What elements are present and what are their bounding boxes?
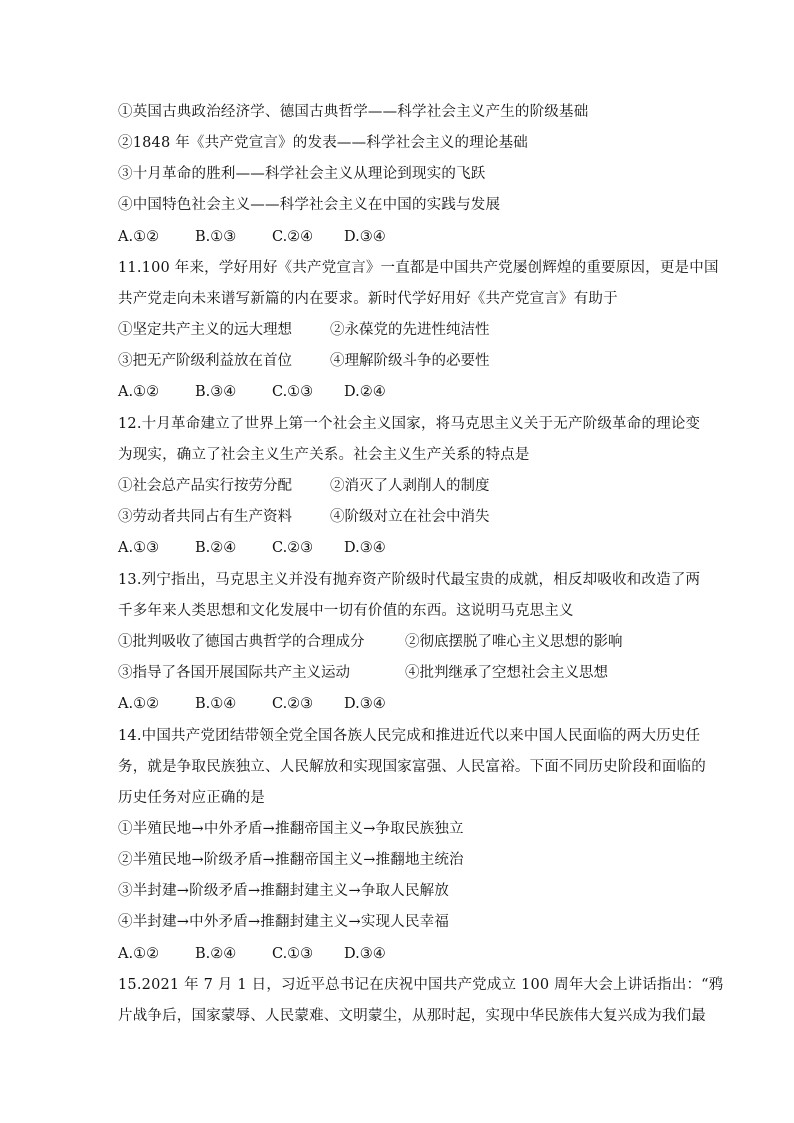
q11-items-row-1 <box>118 320 490 340</box>
q11-stem-line-2: 共产党走向未来谱写新篇的内在要求。新时代学好用好《共产党宣言》有助于 <box>118 291 618 307</box>
q14-option-c: C.①③ <box>272 946 314 962</box>
q14-item-3: ③半封建→阶级矛盾→推翻封建主义→争取人民解放 <box>118 883 450 899</box>
q10-item-2: ②1848 年《共产党宣言》的发表——科学社会主义的理论基础 <box>118 135 529 151</box>
q10-option-d: D.③④ <box>344 229 386 245</box>
q11-item-3: ③把无产阶级利益放在首位 <box>118 353 292 369</box>
q13-items-row-2 <box>118 663 608 683</box>
q11-item-4: ④理解阶级斗争的必要性 <box>330 353 490 369</box>
q14-stem-line-1: 14.中国共产党团结带领全党全国各族人民完成和推进近代以来中国人民面临的两大历史任 <box>118 728 701 744</box>
q12-stem-line-1: 12.十月革命建立了世界上第一个社会主义国家，将马克思主义关于无产阶级革命的理论变 <box>118 416 701 432</box>
q13-item-1: ①批判吸收了德国古典哲学的合理成分 <box>118 634 365 650</box>
q13-item-2: ②彻底摆脱了唯心主义思想的影响 <box>405 634 623 650</box>
q14-stem-line-3: 历史任务对应正确的是 <box>118 790 265 806</box>
q12-option-b: B.②④ <box>195 540 237 556</box>
q13-item-3: ③指导了各国开展国际共产主义运动 <box>118 665 350 681</box>
q12-option-c: C.②③ <box>272 540 314 556</box>
q11-option-c: C.①③ <box>272 384 314 400</box>
q13-option-d: D.③④ <box>344 696 386 712</box>
q13-stem-line-1: 13.列宁指出，马克思主义并没有抛弃资产阶级时代最宝贵的成就，相反却吸收和改造了两 <box>118 572 701 588</box>
q10-option-b: B.①③ <box>195 229 237 245</box>
q10-item-3: ③十月革命的胜利——科学社会主义从理论到现实的飞跃 <box>118 166 486 182</box>
q13-items-row-1 <box>118 632 623 652</box>
q14-option-b: B.②④ <box>195 946 237 962</box>
q12-item-1: ①社会总产品实行按劳分配 <box>118 478 292 494</box>
q12-stem-line-2: 为现实，确立了社会主义生产关系。社会主义生产关系的特点是 <box>118 447 530 463</box>
q10-item-4: ④中国特色社会主义——科学社会主义在中国的实践与发展 <box>118 197 501 213</box>
q13-stem-line-2: 千多年来人类思想和文化发展中一切有价值的东西。这说明马克思主义 <box>118 603 574 619</box>
q11-items-row-2 <box>118 351 490 371</box>
q11-item-1: ①坚定共产主义的远大理想 <box>118 322 292 338</box>
q15-stem-line-1: 15.2021 年 7 月 1 日，习近平总书记在庆祝中国共产党成立 100 周年大会上讲话指出：“鸦 <box>118 977 724 993</box>
q11-stem-line-1: 11.100 年来，学好用好《共产党宣言》一直都是中国共产党屡创辉煌的重要原因，更是中国 <box>118 260 719 276</box>
q12-option-a: A.①③ <box>118 540 160 556</box>
q10-options <box>118 227 404 247</box>
q11-item-2: ②永葆党的先进性纯洁性 <box>330 322 490 338</box>
q13-option-a: A.①② <box>118 696 160 712</box>
q13-options <box>118 694 404 714</box>
q14-options <box>118 944 404 964</box>
q12-option-d: D.③④ <box>344 540 386 556</box>
q12-options <box>118 538 404 558</box>
q13-option-c: C.②③ <box>272 696 314 712</box>
q11-option-b: B.③④ <box>195 384 237 400</box>
q12-item-4: ④阶级对立在社会中消失 <box>330 509 490 525</box>
q10-option-c: C.②④ <box>272 229 314 245</box>
q14-option-d: D.③④ <box>344 946 386 962</box>
q10-item-1: ①英国古典政治经济学、德国古典哲学——科学社会主义产生的阶级基础 <box>118 104 589 120</box>
q13-option-b: B.①④ <box>195 696 237 712</box>
q14-option-a: A.①② <box>118 946 160 962</box>
q10-option-a: A.①② <box>118 229 160 245</box>
q13-item-4: ④批判继承了空想社会主义思想 <box>405 665 608 681</box>
q12-items-row-2 <box>118 507 490 527</box>
q14-item-4: ④半封建→中外矛盾→推翻封建主义→实现人民幸福 <box>118 914 450 930</box>
q14-item-1: ①半殖民地→中外矛盾→推翻帝国主义→争取民族独立 <box>118 821 464 837</box>
q12-item-2: ②消灭了人剥削人的制度 <box>330 478 490 494</box>
q14-stem-line-2: 务，就是争取民族独立、人民解放和实现国家富强、人民富裕。下面不同历史阶段和面临的 <box>118 759 706 775</box>
q11-option-a: A.①② <box>118 384 160 400</box>
q12-items-row-1 <box>118 476 490 496</box>
q11-option-d: D.②④ <box>344 384 386 400</box>
q12-item-3: ③劳动者共同占有生产资料 <box>118 509 292 525</box>
q14-item-2: ②半殖民地→阶级矛盾→推翻帝国主义→推翻地主统治 <box>118 852 464 868</box>
q15-stem-line-2: 片战争后，国家蒙辱、人民蒙难、文明蒙尘，从那时起，实现中华民族伟大复兴成为我们最 <box>118 1008 706 1024</box>
q11-options <box>118 382 404 402</box>
